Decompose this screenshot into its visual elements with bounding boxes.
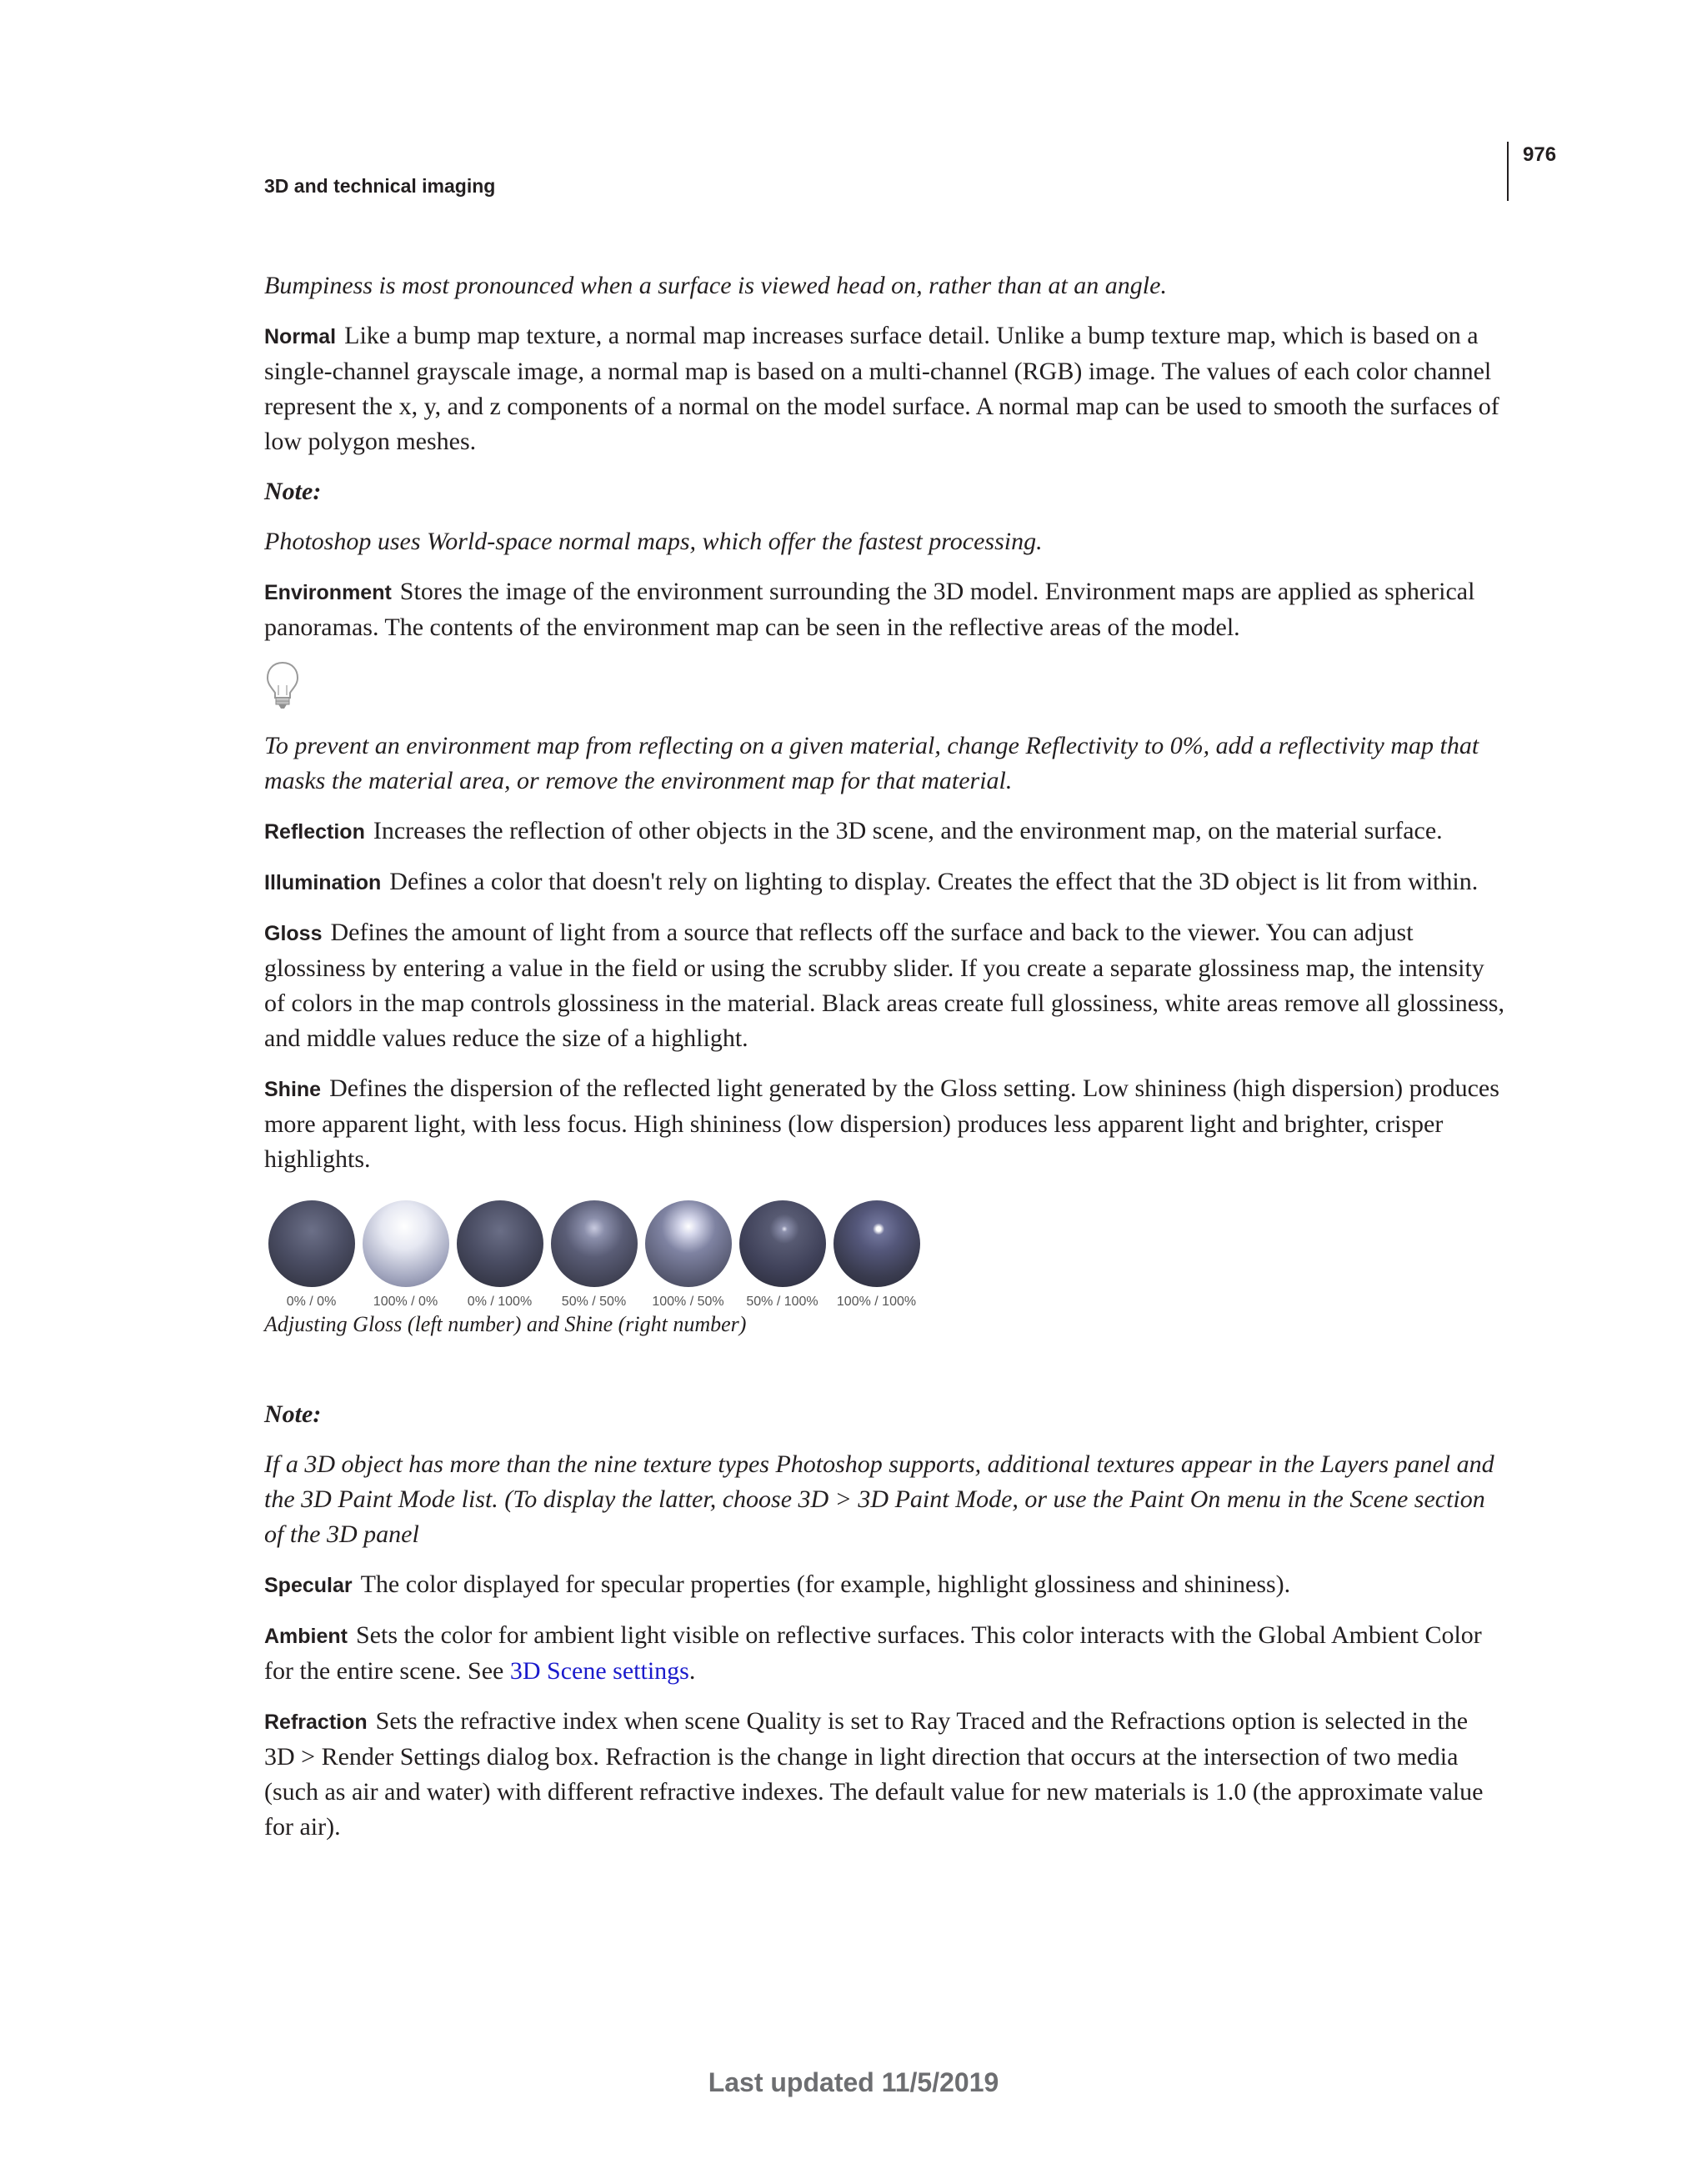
environment-term: Environment — [264, 581, 392, 604]
illumination-term: Illumination — [264, 871, 382, 894]
sphere-label: 50% / 50% — [561, 1295, 627, 1309]
main-content — [264, 268, 1504, 1860]
ambient-term: Ambient — [264, 1625, 348, 1648]
sphere-label: 100% / 0% — [373, 1295, 438, 1309]
sphere-image — [551, 1200, 638, 1287]
shine-text: Defines the dispersion of the reflected light generated by the Gloss setting. Low shininess (high dispersion) produces more apparent light, with less focus. High shininess (low dispersion) produces less apparent light and brighter, crisper highlights. — [264, 1074, 1499, 1173]
sphere-sample — [358, 1200, 453, 1310]
note-label: Note: — [264, 1400, 322, 1428]
ambient-text: Sets the color for ambient light visible on reflective surfaces. This color interacts with the Global Ambient Color for the entire scene. See — [264, 1621, 1482, 1685]
gloss-definition — [264, 915, 1504, 1056]
specular-term: Specular — [264, 1574, 353, 1597]
refraction-term: Refraction — [264, 1711, 368, 1734]
normal-text: Like a bump map texture, a normal map increases surface detail. Unlike a bump texture map, which is based on a single-channel grayscale image, a normal map is based on a multi-channel (RGB) image. The values of each color channel represent the x, y, and z components of a normal on the model surface. A normal map can be used to smooth the surfaces of low polygon meshes. — [264, 322, 1499, 455]
reflection-text: Increases the reflection of other objects in the 3D scene, and the environment map, on the material surface. — [373, 817, 1443, 844]
gloss-text: Defines the amount of light from a source that reflects off the surface and back to the viewer. You can adjust glossiness by entering a value in the field or using the scrubby slider. If you create a separate glossiness map, the intensity of colors in the map controls glossiness in the material. Black areas create full glossiness, white areas remove all glossiness, and middle values reduce the size of a highlight. — [264, 919, 1504, 1052]
sphere-image — [268, 1200, 355, 1287]
sphere-label: 100% / 100% — [836, 1295, 917, 1309]
normal-definition — [264, 318, 1504, 459]
environment-text: Stores the image of the environment surrounding the 3D model. Environment maps are applied as spherical panoramas. The contents of the environment map can be seen in the reflective areas of the model. — [264, 578, 1475, 641]
sphere-sample — [641, 1200, 735, 1310]
sphere-sample — [453, 1200, 547, 1310]
sphere-image — [363, 1200, 449, 1287]
ambient-definition — [264, 1618, 1504, 1689]
sphere-label: 100% / 50% — [652, 1295, 724, 1309]
sphere-label: 50% / 100% — [746, 1295, 818, 1309]
reflection-definition — [264, 814, 1504, 849]
illumination-text: Defines a color that doesn't rely on lighting to display. Creates the effect that the 3D object is lit from within. — [389, 868, 1479, 895]
sphere-label: 0% / 100% — [467, 1295, 533, 1309]
refraction-definition — [264, 1704, 1504, 1845]
3d-scene-settings-link[interactable]: 3D Scene settings — [509, 1657, 689, 1685]
sphere-sample — [829, 1200, 924, 1310]
specular-definition — [264, 1567, 1504, 1603]
tip-text: To prevent an environment map from reflecting on a given material, change Reflectivity to 0%, add a reflectivity map that masks the material area, or remove the environment map for that material. — [264, 732, 1479, 794]
sphere-image — [739, 1200, 826, 1287]
sphere-sample — [735, 1200, 829, 1310]
shine-definition — [264, 1071, 1504, 1177]
environment-definition — [264, 574, 1504, 645]
specular-text: The color displayed for specular properties (for example, highlight glossiness and shininess). — [360, 1570, 1291, 1598]
sphere-sample — [264, 1200, 358, 1310]
sphere-image — [645, 1200, 732, 1287]
sphere-label: 0% / 0% — [286, 1295, 337, 1309]
header-rule — [1507, 142, 1509, 201]
note-label: Note: — [264, 478, 322, 505]
note-text: If a 3D object has more than the nine texture types Photoshop supports, additional textures appear in the Layers panel and the 3D Paint Mode list. (To display the latter, choose 3D > 3D Paint Mode, or use the Paint On menu in the Scene section of the 3D panel — [264, 1450, 1494, 1548]
sphere-sample — [547, 1200, 641, 1310]
illumination-definition — [264, 864, 1504, 900]
running-head: 3D and technical imaging — [264, 175, 496, 197]
ambient-text-end: . — [688, 1657, 696, 1685]
shine-term: Shine — [264, 1078, 322, 1101]
refraction-text: Sets the refractive index when scene Quality is set to Ray Traced and the Refractions option is selected in the 3D > Render Settings dialog box. Refraction is the change in light direction that occurs at the intersection of two media (such as air and water) with different refractive indexes. The default value for new materials is 1.0 (the approximate value for air). — [264, 1707, 1484, 1841]
reflection-term: Reflection — [264, 820, 365, 844]
sphere-image — [833, 1200, 920, 1287]
gloss-term: Gloss — [264, 922, 323, 945]
lightbulb-icon — [264, 660, 301, 710]
figure-caption: Adjusting Gloss (left number) and Shine (right number) — [264, 1312, 747, 1336]
sphere-image — [457, 1200, 543, 1287]
page-number: 976 — [1523, 143, 1557, 166]
footer-last-updated: Last updated 11/5/2019 — [708, 2067, 999, 2097]
normal-term: Normal — [264, 325, 337, 348]
note-text: Photoshop uses World-space normal maps, which offer the fastest processing. — [264, 528, 1043, 555]
bumpiness-paragraph: Bumpiness is most pronounced when a surface is viewed head on, rather than at an angle. — [264, 272, 1167, 299]
gloss-shine-figure — [264, 1200, 1504, 1310]
